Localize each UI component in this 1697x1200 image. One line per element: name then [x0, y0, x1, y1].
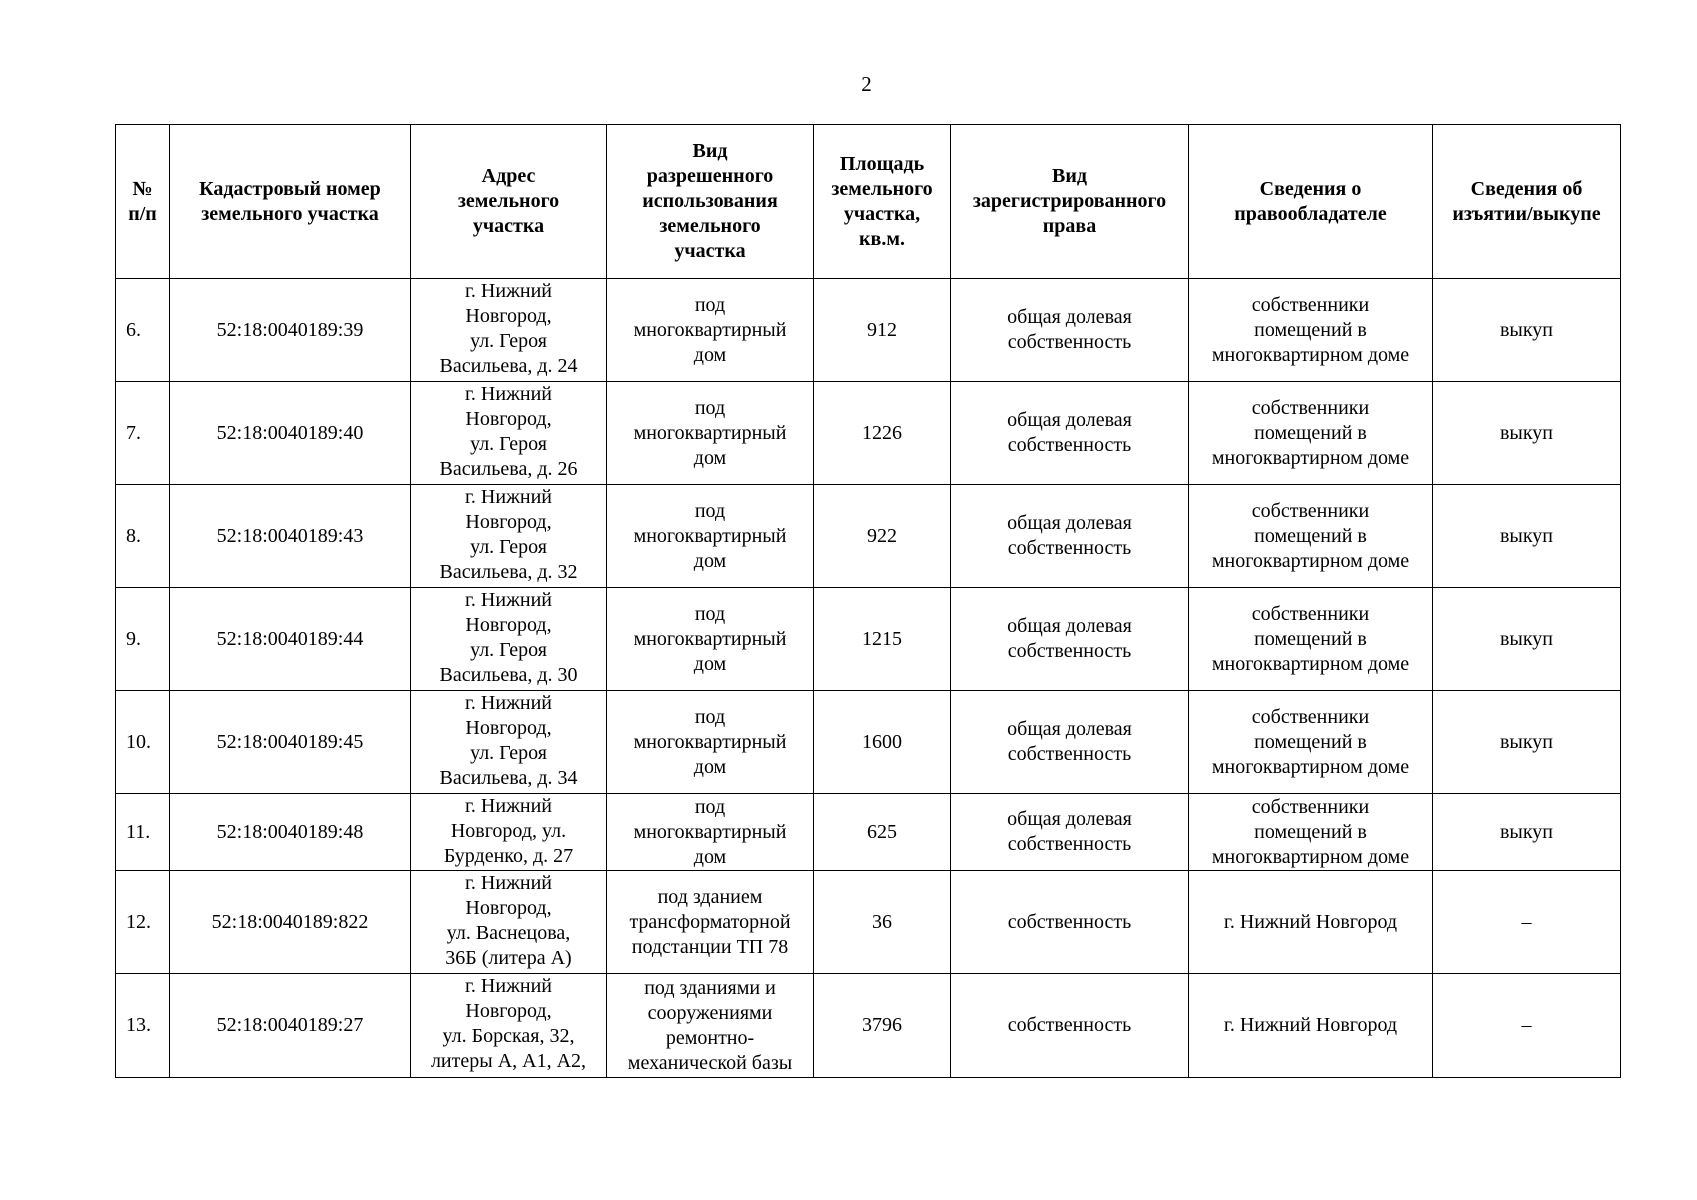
table-header-row [116, 125, 1621, 279]
cell-line: г. Нижний [464, 872, 553, 894]
cell-line: общая долевая [1007, 409, 1132, 431]
cell-line: общая долевая [1007, 718, 1132, 740]
cell-line: Сведения об [1470, 177, 1583, 200]
cell-line: кв.м. [859, 227, 905, 250]
cell-line: собственники [1251, 602, 1370, 625]
cell-line: Новгород, [465, 408, 552, 430]
cell-registered-right [951, 588, 1189, 691]
cell-line: земельного [831, 177, 933, 200]
cell-permitted-use [607, 974, 814, 1078]
cell-line: помещений в [1254, 318, 1367, 341]
cell-line: трансформаторной [629, 910, 791, 933]
cell-line: Вид [1052, 165, 1087, 187]
cell-permitted-use [607, 279, 814, 382]
cell-line: п/п [128, 202, 157, 225]
cell-seizure-info: выкуп [1433, 279, 1621, 382]
cell-cadastral-number: 52:18:0040189:40 [170, 382, 411, 485]
cell-line: г. Нижний [464, 589, 553, 611]
cell-rights-holder [1189, 382, 1433, 485]
cell-registered-right [951, 382, 1189, 485]
cell-cadastral-number: 52:18:0040189:45 [170, 691, 411, 794]
cell-seizure-info: выкуп [1433, 588, 1621, 691]
cell-line: общая долевая [1007, 615, 1132, 637]
cell-line: зарегистрированного [972, 190, 1167, 212]
cell-rights-holder [1189, 974, 1433, 1078]
cell-permitted-use [607, 691, 814, 794]
cell-line: Новгород, [465, 1000, 552, 1022]
cell-permitted-use [607, 588, 814, 691]
cell-address [411, 871, 607, 974]
header-address [411, 125, 607, 279]
cell-num: 13. [116, 974, 170, 1078]
header-seizure-info [1433, 125, 1621, 279]
cell-line: земельного [659, 215, 761, 237]
cell-line: Новгород, [465, 614, 552, 636]
cell-cadastral-number: 52:18:0040189:43 [170, 485, 411, 588]
cell-address [411, 691, 607, 794]
cell-line: участка [674, 240, 746, 262]
cell-line: многоквартирном доме [1211, 845, 1410, 868]
cell-permitted-use [607, 485, 814, 588]
header-area [814, 125, 951, 279]
cell-registered-right [951, 279, 1189, 382]
cell-line: под [694, 705, 726, 728]
cell-line: г. Нижний [464, 975, 553, 997]
cell-line: участка, [843, 202, 921, 225]
cell-line: под [694, 795, 726, 818]
cell-rights-holder [1189, 691, 1433, 794]
cell-line: участка [472, 215, 545, 237]
cell-line: земельного участка [201, 202, 379, 225]
cell-line: земельного [457, 190, 560, 212]
cell-num: 10. [116, 691, 170, 794]
cell-line: Сведения о [1259, 177, 1362, 200]
cell-area: 912 [814, 279, 951, 382]
cell-area: 1215 [814, 588, 951, 691]
page-number: 2 [861, 72, 872, 96]
cell-line: ул. Героя [470, 330, 547, 352]
cell-line: Вид [692, 140, 728, 162]
table-row [116, 871, 1621, 974]
cell-line: Васильева, д. 34 [439, 767, 578, 789]
cell-permitted-use [607, 382, 814, 485]
cell-area: 1226 [814, 382, 951, 485]
cell-cadastral-number: 52:18:0040189:44 [170, 588, 411, 691]
cell-line: Новгород, [465, 511, 552, 533]
cell-seizure-info: выкуп [1433, 794, 1621, 871]
cell-line: многоквартирный [633, 730, 787, 753]
cell-registered-right [951, 871, 1189, 974]
cell-permitted-use [607, 794, 814, 871]
cell-seizure-info: выкуп [1433, 485, 1621, 588]
cell-rights-holder [1189, 588, 1433, 691]
cell-line: Новгород, [465, 717, 552, 739]
cell-line: г. Нижний Новгород [1223, 910, 1398, 933]
cell-line: дом [693, 343, 727, 366]
cell-line: собственники [1251, 795, 1370, 818]
cell-line: собственность [1007, 910, 1132, 933]
cell-line: подстанции ТП 78 [631, 935, 789, 958]
cell-line: собственность [1007, 640, 1132, 662]
cell-line: Кадастровый номер [199, 177, 381, 200]
cell-line: правообладателе [1234, 202, 1387, 225]
cell-line: № [132, 177, 153, 200]
cell-line: сооружениями [647, 1001, 773, 1024]
cell-rights-holder [1189, 279, 1433, 382]
cell-num: 7. [116, 382, 170, 485]
cell-registered-right [951, 485, 1189, 588]
cell-line: собственники [1251, 396, 1370, 419]
cell-line: Новгород, [465, 897, 552, 919]
cell-line: многоквартирном доме [1211, 549, 1410, 572]
cell-line: собственность [1007, 537, 1132, 559]
cell-line: дом [693, 652, 727, 675]
header-cadastral-number [170, 125, 411, 279]
cell-area: 1600 [814, 691, 951, 794]
cell-line: помещений в [1254, 421, 1367, 444]
cell-line: многоквартирный [633, 421, 787, 444]
cell-line: многоквартирном доме [1211, 446, 1410, 469]
cell-address [411, 279, 607, 382]
cell-line: г. Нижний [464, 795, 553, 817]
cell-line: Бурденко, д. 27 [443, 845, 574, 867]
table-row [116, 691, 1621, 794]
cell-registered-right [951, 691, 1189, 794]
cell-line: Васильева, д. 26 [439, 458, 578, 480]
cell-line: ул. Героя [470, 639, 547, 661]
cell-line: под [694, 499, 726, 522]
cell-cadastral-number: 52:18:0040189:27 [170, 974, 411, 1078]
cell-line: литеры А, А1, А2, [430, 1050, 587, 1072]
cell-num: 8. [116, 485, 170, 588]
cell-address [411, 485, 607, 588]
cell-num: 12. [116, 871, 170, 974]
cell-line: многоквартирном доме [1211, 652, 1410, 675]
header-rights-holder [1189, 125, 1433, 279]
cell-line: под [694, 293, 726, 316]
cell-line: ремонтно- [665, 1026, 755, 1049]
table-row [116, 485, 1621, 588]
cell-area: 625 [814, 794, 951, 871]
cell-line: г. Нижний Новгород [1223, 1014, 1398, 1036]
cell-area: 36 [814, 871, 951, 974]
cell-line: собственность [1007, 743, 1132, 765]
cell-line: дом [693, 549, 727, 572]
cell-line: г. Нижний [464, 383, 553, 405]
cell-address [411, 974, 607, 1078]
cell-line: Площадь [839, 152, 925, 175]
cell-line: изъятии/выкупе [1452, 202, 1601, 225]
cell-rights-holder [1189, 871, 1433, 974]
cell-line: дом [693, 845, 727, 868]
cell-line: собственники [1251, 705, 1370, 728]
header-num [116, 125, 170, 279]
cell-line: помещений в [1254, 730, 1367, 753]
cell-line: г. Нижний [464, 692, 553, 714]
cell-address [411, 588, 607, 691]
cell-line: разрешенного [646, 165, 774, 187]
cell-num: 6. [116, 279, 170, 382]
cell-line: собственники [1251, 499, 1370, 522]
cell-line: собственность [1007, 1014, 1132, 1036]
cell-line: ул. Героя [470, 742, 547, 764]
cell-line: г. Нижний [464, 486, 553, 508]
cell-line: ул. Героя [470, 433, 547, 455]
cell-line: Новгород, ул. [450, 820, 567, 842]
cell-line: дом [693, 755, 727, 778]
cell-line: 36Б (литера А) [445, 947, 572, 969]
cell-line: многоквартирный [633, 318, 787, 341]
cell-line: собственники [1251, 293, 1370, 316]
cell-line: многоквартирный [633, 627, 787, 650]
cell-line: механической базы [627, 1051, 793, 1074]
cell-line: общая долевая [1007, 306, 1132, 328]
cell-line: Васильева, д. 24 [439, 355, 578, 377]
table-row [116, 974, 1621, 1078]
cell-line: под зданием [657, 885, 763, 908]
cell-num: 11. [116, 794, 170, 871]
cell-rights-holder [1189, 794, 1433, 871]
cell-line: ул. Героя [470, 536, 547, 558]
cell-num: 9. [116, 588, 170, 691]
cell-line: дом [693, 446, 727, 469]
cell-cadastral-number: 52:18:0040189:48 [170, 794, 411, 871]
cell-line: общая долевая [1007, 808, 1132, 830]
cell-line: многоквартирный [633, 524, 787, 547]
cell-line: собственность [1007, 434, 1132, 456]
header-registered-right [951, 125, 1189, 279]
cell-line: собственность [1007, 331, 1132, 353]
cell-line: собственность [1007, 833, 1132, 855]
cell-line: права [1042, 215, 1097, 237]
table-row [116, 588, 1621, 691]
cell-registered-right [951, 974, 1189, 1078]
cell-address [411, 794, 607, 871]
cell-line: Васильева, д. 30 [439, 664, 578, 686]
cell-permitted-use [607, 871, 814, 974]
cell-line: помещений в [1254, 627, 1367, 650]
cell-seizure-info: выкуп [1433, 382, 1621, 485]
cell-area: 3796 [814, 974, 951, 1078]
cell-seizure-info: – [1433, 871, 1621, 974]
cell-line: многоквартирном доме [1211, 343, 1410, 366]
cell-line: Новгород, [465, 305, 552, 327]
land-plots-table [115, 124, 1621, 1078]
table-row [116, 382, 1621, 485]
cell-line: ул. Васнецова, [446, 922, 571, 944]
cell-rights-holder [1189, 485, 1433, 588]
cell-registered-right [951, 794, 1189, 871]
cell-line: под [694, 396, 726, 419]
cell-seizure-info: – [1433, 974, 1621, 1078]
cell-line: многоквартирный [633, 820, 787, 843]
cell-line: помещений в [1254, 820, 1367, 843]
cell-line: Васильева, д. 32 [439, 561, 578, 583]
cell-line: помещений в [1254, 524, 1367, 547]
cell-line: под зданиями и [644, 976, 776, 999]
cell-cadastral-number: 52:18:0040189:39 [170, 279, 411, 382]
table-row [116, 279, 1621, 382]
table-row [116, 794, 1621, 871]
cell-line: г. Нижний [464, 280, 553, 302]
cell-line: под [694, 602, 726, 625]
cell-address [411, 382, 607, 485]
cell-area: 922 [814, 485, 951, 588]
cell-line: многоквартирном доме [1211, 755, 1410, 778]
cell-line: общая долевая [1007, 512, 1132, 534]
header-permitted-use [607, 125, 814, 279]
cell-line: использования [642, 190, 778, 212]
cell-seizure-info: выкуп [1433, 691, 1621, 794]
cell-cadastral-number: 52:18:0040189:822 [170, 871, 411, 974]
cell-line: Адрес [481, 165, 536, 187]
cell-line: ул. Борская, 32, [442, 1025, 575, 1047]
